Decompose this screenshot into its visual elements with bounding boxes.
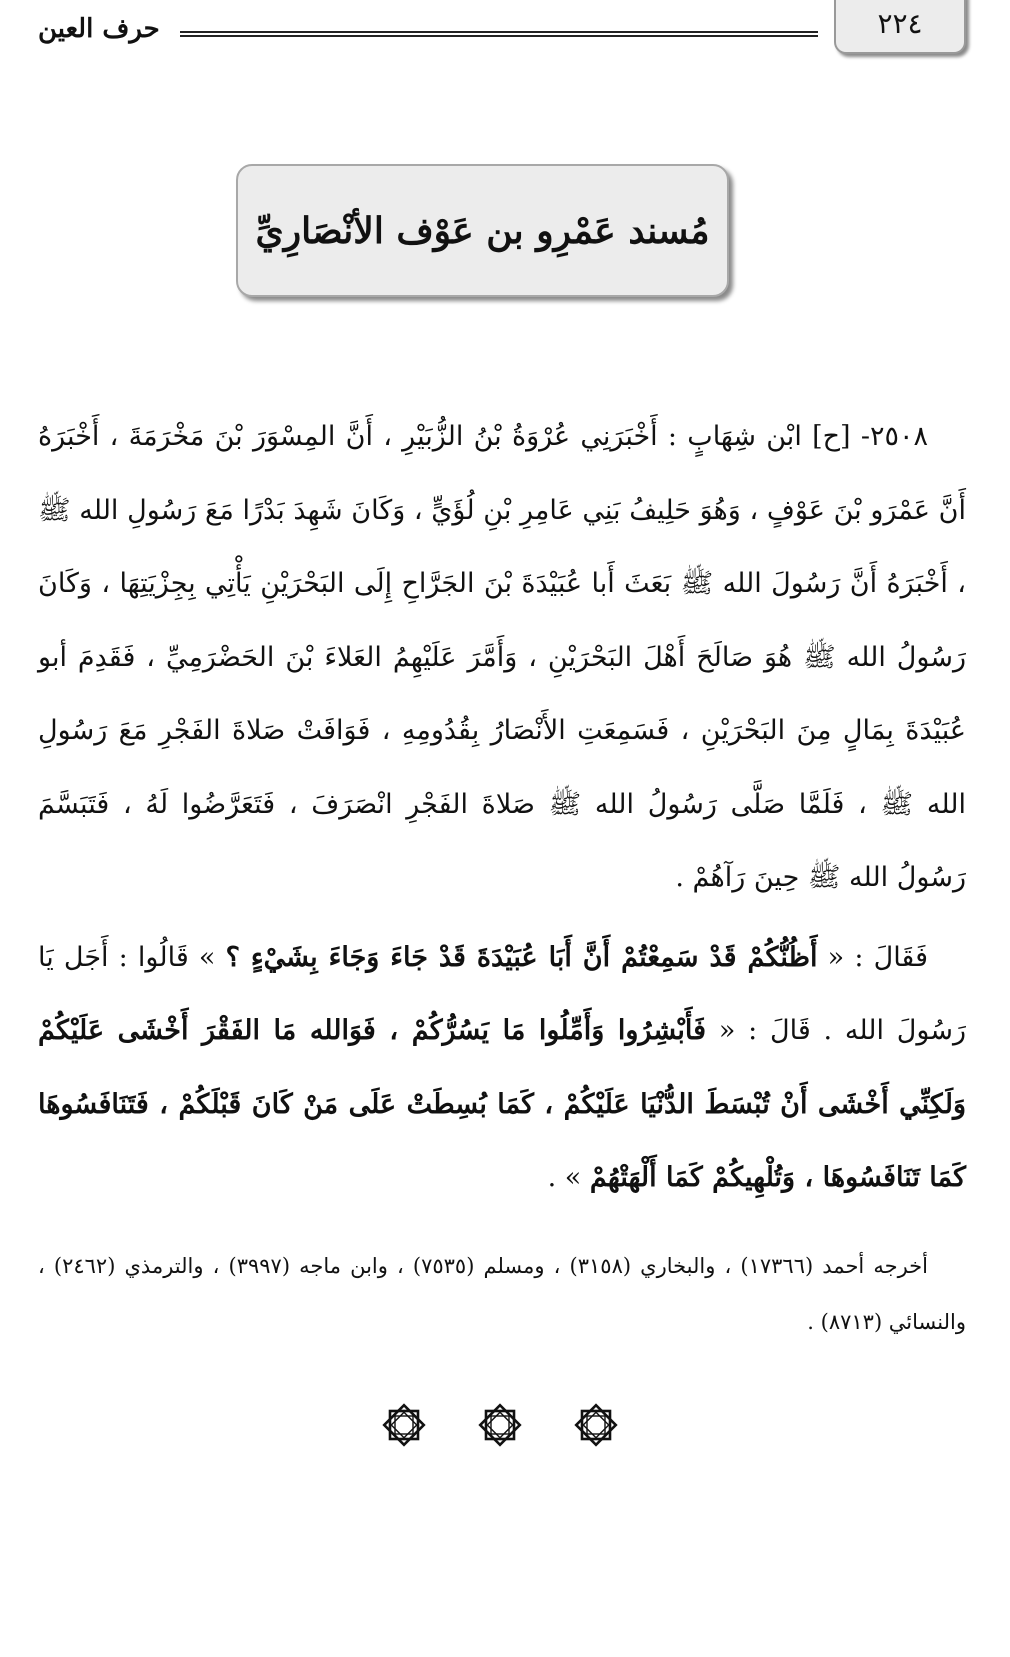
hadith-paragraph-1: ٢٥٠٨- [ح] ابْن شِهَابٍ : أَخْبَرَنِي عُرْوَةُ بْنُ الزُّبَيْرِ ، أَنَّ المِسْوَرَ بْنَ مَخْرَمَةَ ، أَخْبَرَهُ أَنَّ عَمْرَو بْنَ عَوْفٍ ، وَهُوَ حَلِيفُ بَنِي عَامِرِ بْنِ لُؤَيٍّ ، وَكَانَ شَهِدَ بَدْرًا مَعَ رَسُولِ الله ﷺ ، أَخْبَرَهُ أَنَّ رَسُولَ الله ﷺ بَعَثَ أَبا عُبَيْدَةَ بْنَ الجَرَّاحِ إِلَى البَحْرَيْنِ يَأْتِي بِجِزْيَتِهَا ، وَكَانَ رَسُولُ الله ﷺ هُوَ صَالَحَ أَهْلَ البَحْرَيْنِ ، وَأَمَّرَ عَلَيْهِمُ العَلاءَ بْنَ الحَضْرَمِيِّ ، فَقَدِمَ أبو عُبَيْدَةَ بِمَالٍ مِنَ البَحْرَيْنِ ، فَسَمِعَتِ الأَنْصَارُ بِقُدُومِهِ ، فَوَافَتْ صَلاةَ الفَجْرِ مَعَ رَسُولِ الله ﷺ ، فَلَمَّا صَلَّى رَسُولُ الله ﷺ صَلاةَ الفَجْرِ انْصَرَفَ ، فَتَعَرَّضُوا لَهُ ، فَتَبَسَّمَ رَسُولُ الله ﷺ حِينَ رَآهُمْ . bbox=[38, 421, 966, 893]
section-end-ornaments bbox=[380, 1400, 620, 1450]
section-title: مُسند عَمْرِو بن عَوْف الأنْصَارِيِّ bbox=[255, 209, 710, 252]
page-number-tab bbox=[834, 0, 966, 54]
hadith-reply: » قَالُوا : أَجَل يَا رَسُولَ الله . قَالَ : « bbox=[38, 941, 966, 1046]
prophet-quote-1: أَظُنُّكُمْ قَدْ سَمِعْتُمْ أَنَّ أَبَا عُبَيْدَةَ قَدْ جَاءَ وَجَاءَ بِشَيْءٍ ؟ bbox=[225, 941, 818, 973]
section-title-box bbox=[236, 164, 729, 297]
octagram-ornament-icon bbox=[380, 1401, 428, 1449]
hadith-intro: فَقَالَ : « bbox=[817, 941, 928, 973]
takhrij-footnote: أخرجه أحمد (١٧٣٦٦) ، والبخاري (٣١٥٨) ، ومسلم (٧٥٣٥) ، وابن ماجه (٣٩٩٧) ، والترمذي (٢٤٦٢) ، والنسائي (٨٧١٣) . bbox=[38, 1254, 966, 1334]
page-header bbox=[38, 0, 966, 66]
hadith-closing: » . bbox=[547, 1162, 590, 1193]
header-double-rule bbox=[180, 31, 818, 37]
octagram-ornament-icon bbox=[572, 1401, 620, 1449]
octagram-ornament-icon bbox=[476, 1401, 524, 1449]
page-number: ٢٢٤ bbox=[877, 6, 923, 40]
hadith-body bbox=[38, 400, 966, 1215]
chapter-title: حرف العين bbox=[38, 14, 160, 44]
prophet-quote-2: فَأَبْشِرُوا وَأَمِّلُوا مَا يَسُرُّكُمْ ، فَوَالله مَا الفَقْرَ أَخْشَى عَلَيْكُمْ وَلَكِنِّي أَخْشَى أَنْ تُبْسَطَ الدُّنْيَا عَلَيْكُمْ ، كَمَا بُسِطَتْ عَلَى مَنْ كَانَ قَبْلَكُمْ ، فَتَنَافَسُوهَا كَمَا تَنَافَسُوهَا ، وَتُلْهِيكُمْ كَمَا أَلْهَتْهُمْ bbox=[38, 1015, 966, 1193]
hadith-paragraph-2 bbox=[38, 921, 966, 1215]
